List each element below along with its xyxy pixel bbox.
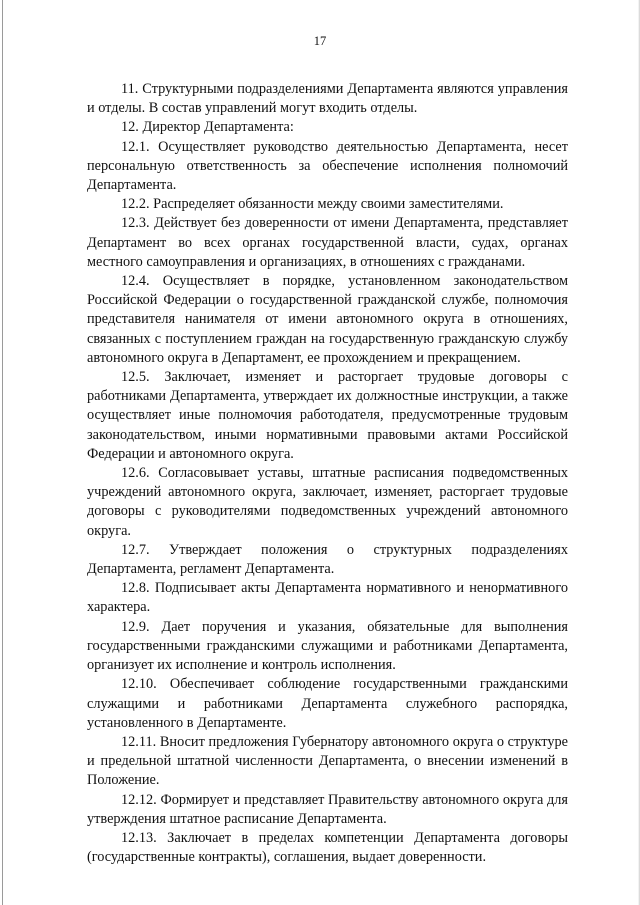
page-number: 17 <box>313 34 327 48</box>
paragraph-12-5: 12.5. Заключает, изменяет и расторгает трудовые договоры с работниками Департамента, утверждает их должностные инструкции, а также осуществляет иные полномочия работодателя, предусмотренные трудовым законодательством, иными нормативными правовыми актами Российской Федерации и автономного округа. <box>87 369 568 462</box>
paragraph-12-8: 12.8. Подписывает акты Департамента нормативного и ненормативного характера. <box>87 580 568 616</box>
paragraph-12-11: 12.11. Вносит предложения Губернатору автономного округа о структуре и предельной штатной численности Департамента, о внесении изменений в Положение. <box>87 733 568 789</box>
scan-edge-left <box>2 0 3 905</box>
paragraph-12-2: 12.2. Распределяет обязанности между своими заместителями. <box>121 196 504 213</box>
paragraph-11: 11. Структурными подразделениями Департамента являются управления и отделы. В состав управлений могут входить отделы. <box>87 81 568 117</box>
paragraph-12-3: 12.3. Действует без доверенности от имени Департамента, представляет Департамент во всех органах государственной власти, судах, органах местного самоуправления и организациях, в отношениях с гражданами. <box>87 215 568 270</box>
paragraph-12-13: 12.13. Заключает в пределах компетенции Департамента договоры (государственные контракты), соглашения, выдает доверенности. <box>87 829 568 866</box>
paragraph-12-7: 12.7. Утверждает положения о структурных подразделениях Департамента, регламент Департамента. <box>87 541 568 578</box>
paragraph-12-9: 12.9. Дает поручения и указания, обязательные для выполнения государственными гражданскими служащими и работниками Департамента, организует их исполнение и контроль исполнения. <box>87 618 568 674</box>
paragraph-12-6: 12.6. Согласовывает уставы, штатные расписания подведомственных учреждений автономного округа, заключает, изменяет, расторгает трудовые договоры с руководителями подведомственных учреждений автономного округа. <box>87 465 568 539</box>
paragraph-12: 12. Директор Департамента: <box>121 119 294 136</box>
paragraph-12-4: 12.4. Осуществляет в порядке, установленном законодательством Российской Федерации о государственной гражданской службе, полномочия представителя нанимателя от имени автономного округа в отношениях, связанных с поступлением граждан на государственную гражданскую службу автономного округа в Департамент, ее прохождением и прекращением. <box>87 273 568 366</box>
paragraph-12-10: 12.10. Обеспечивает соблюдение государственными гражданскими служащими и работниками Департамента служебного распорядка, установленного в Департаменте. <box>87 676 568 731</box>
paragraph-12-1: 12.1. Осуществляет руководство деятельностью Департамента, несет персональную ответственность за обеспечение исполнения полномочий Департамента. <box>87 138 568 194</box>
paragraph-12-12: 12.12. Формирует и представляет Правительству автономного округа для утверждения штатное расписание Департамента. <box>87 791 568 827</box>
document-body <box>87 80 568 867</box>
